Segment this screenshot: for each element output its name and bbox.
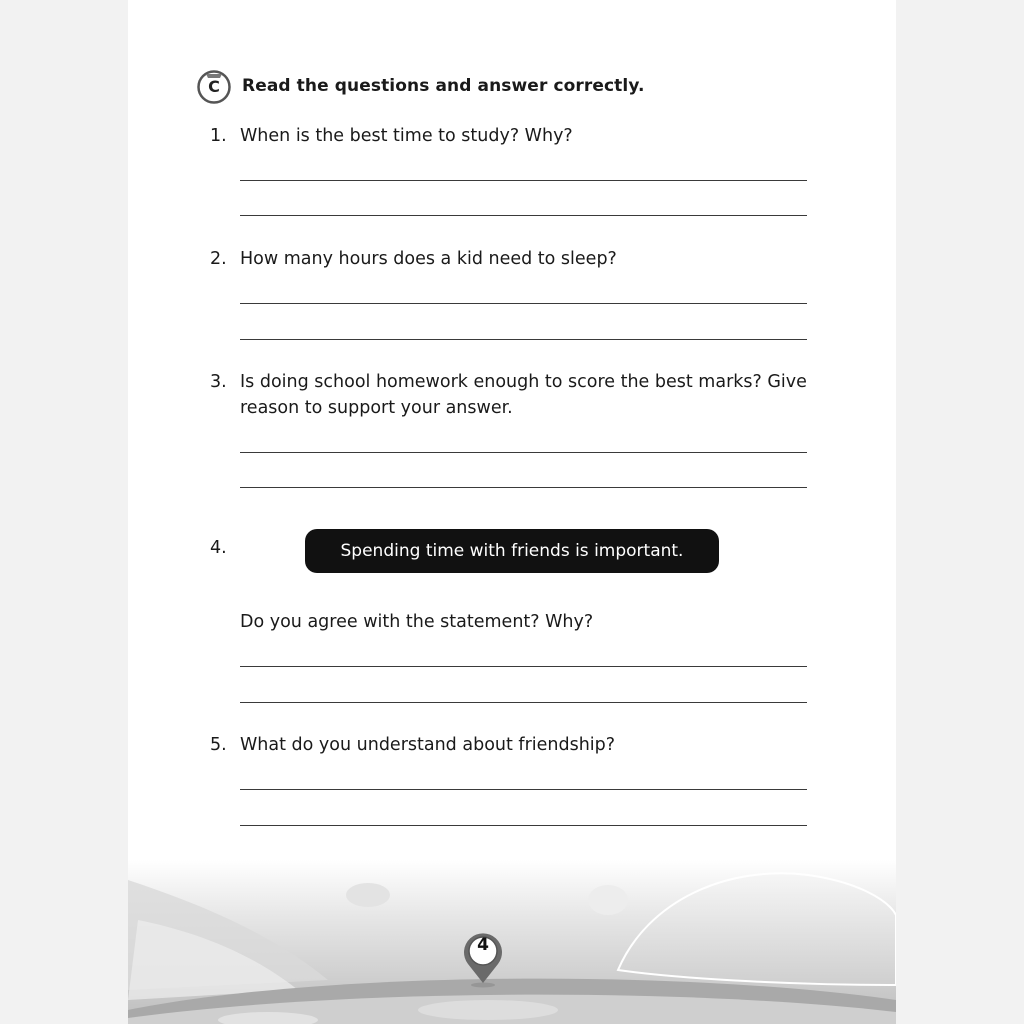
- question-5: [210, 732, 615, 758]
- answer-line[interactable]: [240, 303, 807, 304]
- answer-line[interactable]: [240, 789, 807, 790]
- question-2: [210, 246, 617, 272]
- section-instruction: Read the questions and answer correctly.: [242, 76, 645, 96]
- answer-line[interactable]: [240, 180, 807, 181]
- section-badge: [196, 68, 232, 104]
- question-number: 4.: [210, 538, 227, 558]
- page-number: 4: [477, 935, 489, 955]
- answer-line[interactable]: [240, 215, 807, 216]
- section-letter: C: [208, 77, 220, 96]
- question-number: 3.: [210, 372, 227, 392]
- answer-line[interactable]: [240, 825, 807, 826]
- footer-decoration: [128, 860, 896, 1024]
- answer-line[interactable]: [240, 339, 807, 340]
- question-4: [240, 609, 593, 635]
- answer-line[interactable]: [240, 702, 807, 703]
- question-1: [210, 123, 573, 149]
- question-3: [210, 369, 830, 421]
- section-header: [196, 68, 645, 104]
- question-text: Do you agree with the statement? Why?: [240, 612, 594, 632]
- worksheet-page: [128, 0, 896, 1024]
- question-text: How many hours does a kid need to sleep?: [240, 249, 617, 269]
- question-number: 1.: [210, 126, 227, 146]
- question-text: What do you understand about friendship?: [240, 735, 616, 755]
- question-number: 5.: [210, 735, 227, 755]
- question-text: When is the best time to study? Why?: [240, 126, 573, 146]
- answer-line[interactable]: [240, 452, 807, 453]
- answer-line[interactable]: [240, 666, 807, 667]
- statement-pill: Spending time with friends is important.: [305, 529, 719, 573]
- answer-line[interactable]: [240, 487, 807, 488]
- question-4-number: [210, 535, 240, 561]
- question-text: Is doing school homework enough to score the best marks? Give reason to support your answer.: [240, 372, 807, 418]
- question-number: 2.: [210, 249, 227, 269]
